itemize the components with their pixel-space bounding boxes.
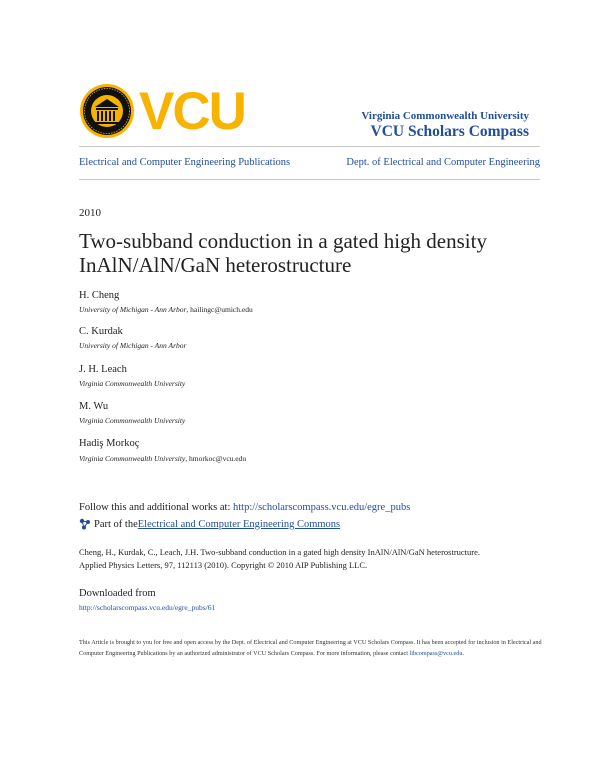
header-divider [79, 146, 540, 147]
author-affiliation: Virginia Commonwealth University [79, 416, 186, 425]
vcu-seal-icon [79, 83, 135, 139]
category-divider [79, 179, 540, 180]
author-email: hailingc@umich.edu [190, 305, 253, 314]
vcu-wordmark: VCU [139, 81, 245, 141]
title-line-1: Two-subband conduction in a gated high density [79, 229, 487, 253]
access-notice-text: This Article is brought to you for free and open access by the Dept. of Electrical and Computer Engineering at VCU Scholars Compass. It has been accepted for inclusion in Electrical and Computer Engineering Publications by an authorized administrator of VCU Scholars Compass. For more information, please contact [79, 639, 542, 657]
access-notice: This Article is brought to you for free and open access by the Dept. of Electrical and Computer Engineering at VCU Scholars Compass. It has been accepted for inclusion in Electrical and Computer Engineering Publications by an authorized administrator of VCU Scholars Compass. For more information, please contact libcompass@vcu.edu. [79, 639, 542, 657]
download-link[interactable]: http://scholarscompass.vcu.edu/egre_pubs/61 [79, 603, 216, 612]
part-of-line [79, 518, 340, 530]
vcu-logo[interactable] [79, 83, 245, 139]
repository-header [361, 110, 529, 141]
collection-link[interactable]: http://scholarscompass.vcu.edu/egre_pubs [233, 502, 411, 513]
commons-link[interactable]: Electrical and Computer Engineering Commons [137, 518, 341, 530]
author-name: M. Wu [79, 401, 109, 412]
author-email: hmorkoc@vcu.edu [189, 454, 247, 463]
publication-year: 2010 [79, 207, 101, 219]
author-name: J. H. Leach [79, 364, 127, 375]
contact-email-link[interactable]: libcompass@vcu.edu [409, 650, 463, 657]
title-line-2: InAlN/AlN/GaN heterostructure [79, 253, 352, 277]
department-link[interactable]: Dept. of Electrical and Computer Engineering [346, 157, 540, 168]
network-commons-icon [79, 518, 91, 530]
author-affiliation: University of Michigan - Ann Arbor, hailingc@umich.edu [79, 305, 253, 314]
author-name: Hadiş Morkoç [79, 438, 140, 449]
category-links [79, 157, 540, 168]
citation-line-1: Cheng, H., Kurdak, C., Leach, J.H. Two-subband conduction in a gated high density InAlN/AlN/GaN heterostructure. [79, 547, 481, 557]
part-of-label: Part of the [94, 518, 138, 530]
citation-line-2: Applied Physics Letters, 97, 112113 (2010). Copyright © 2010 AIP Publishing LLC. [79, 560, 368, 570]
article-title [79, 229, 549, 277]
citation [79, 546, 541, 572]
publications-link[interactable]: Electrical and Computer Engineering Publications [79, 157, 291, 168]
downloaded-from-label: Downloaded from [79, 588, 156, 599]
repository-name[interactable]: VCU Scholars Compass [370, 123, 529, 140]
author-affiliation: Virginia Commonwealth University [79, 379, 186, 388]
follow-line [79, 502, 410, 513]
author-name: C. Kurdak [79, 326, 123, 337]
university-name[interactable]: Virginia Commonwealth University [361, 110, 529, 122]
author-affiliation: Virginia Commonwealth University, hmorkoc@vcu.edu [79, 454, 247, 463]
author-name: H. Cheng [79, 290, 120, 301]
author-affiliation: University of Michigan - Ann Arbor [79, 341, 187, 350]
follow-label: Follow this and additional works at: [79, 502, 233, 513]
